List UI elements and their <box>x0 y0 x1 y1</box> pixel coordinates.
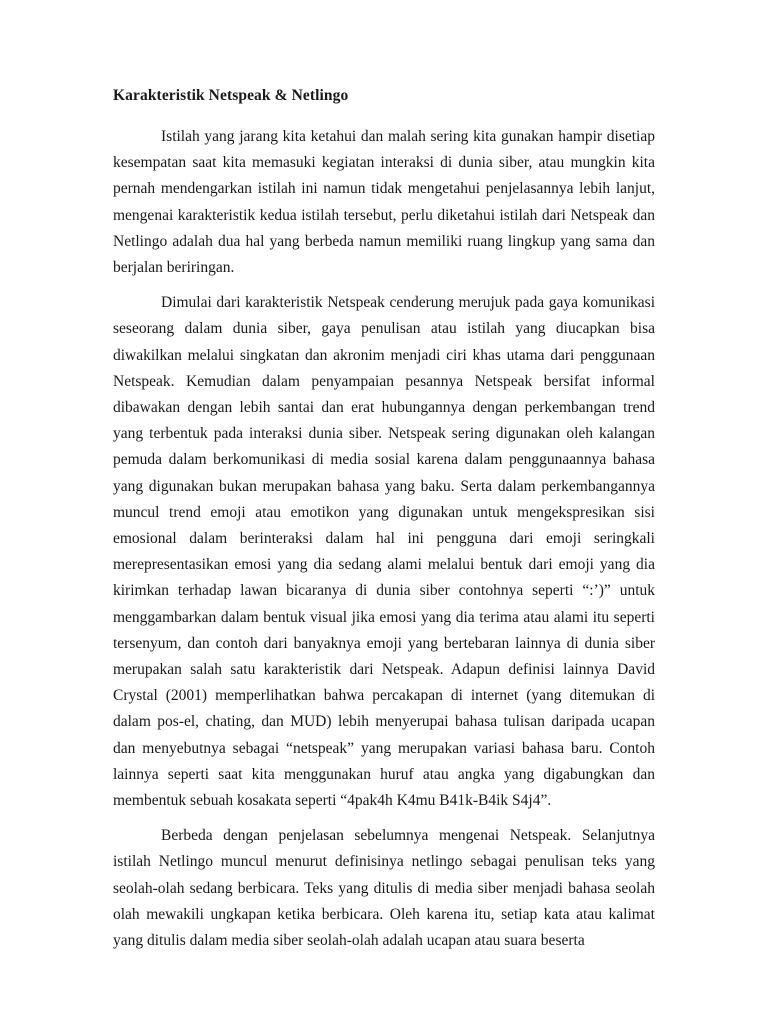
paragraph-netspeak: Dimulai dari karakteristik Netspeak cenderung merujuk pada gaya komunikasi seseorang dalam dunia siber, gaya penulisan atau istilah yang diucapkan bisa diwakilkan melalui singkatan dan akronim menjadi ciri khas utama dari penggunaan Netspeak. Kemudian dalam penyampaian pesannya Netspeak bersifat informal dibawakan dengan lebih santai dan erat hubungannya dengan perkembangan trend yang terbentuk pada interaksi dunia siber. Netspeak sering digunakan oleh kalangan pemuda dalam berkomunikasi di media sosial karena dalam penggunaannya bahasa yang digunakan bukan merupakan bahasa yang baku. Serta dalam perkembangannya muncul trend emoji atau emotikon yang digunakan untuk mengekspresikan sisi emosional dalam berinteraksi dalam hal ini pengguna dari emoji seringkali merepresentasikan emosi yang dia sedang alami melalui bentuk dari emoji yang dia kirimkan terhadap lawan bicaranya di dunia siber contohnya seperti “:’)” untuk menggambarkan dalam bentuk visual jika emosi yang dia terima atau alami itu seperti tersenyum, dan contoh dari banyaknya emoji yang bertebaran lainnya di dunia siber merupakan salah satu karakteristik dari Netspeak. Adapun definisi lainnya David Crystal (2001) memperlihatkan bahwa percakapan di internet (yang ditemukan di dalam pos-el, chating, dan MUD) lebih menyerupai bahasa tulisan daripada ucapan dan menyebutnya sebagai “netspeak” yang merupakan variasi bahasa baru. Contoh lainnya seperti saat kita menggunakan huruf atau angka yang digabungkan dan membentuk sebuah kosakata seperti “4pak4h K4mu B41k-B4ik S4j4”. <box>113 294 655 810</box>
paragraph-netlingo: Berbeda dengan penjelasan sebelumnya mengenai Netspeak. Selanjutnya istilah Netlingo muncul menurut definisinya netlingo sebagai penulisan teks yang seolah-olah sedang berbicara. Teks yang ditulis di media siber menjadi bahasa seolah olah mewakili ungkapan ketika berbicara. Oleh karena itu, setiap kata atau kalimat yang ditulis dalam media siber seolah-olah adalah ucapan atau suara beserta <box>113 827 655 950</box>
paragraph-intro: Istilah yang jarang kita ketahui dan malah sering kita gunakan hampir disetiap kesempatan saat kita memasuki kegiatan interaksi di dunia siber, atau mungkin kita pernah mendengarkan istilah ini namun tidak mengetahui penjelasannya lebih lanjut, mengenai karakteristik kedua istilah tersebut, perlu diketahui istilah dari Netspeak dan Netlingo adalah dua hal yang berbeda namun memiliki ruang lingkup yang sama dan berjalan beriringan. <box>113 128 655 277</box>
document-title: Karakteristik Netspeak & Netlingo <box>113 87 349 104</box>
